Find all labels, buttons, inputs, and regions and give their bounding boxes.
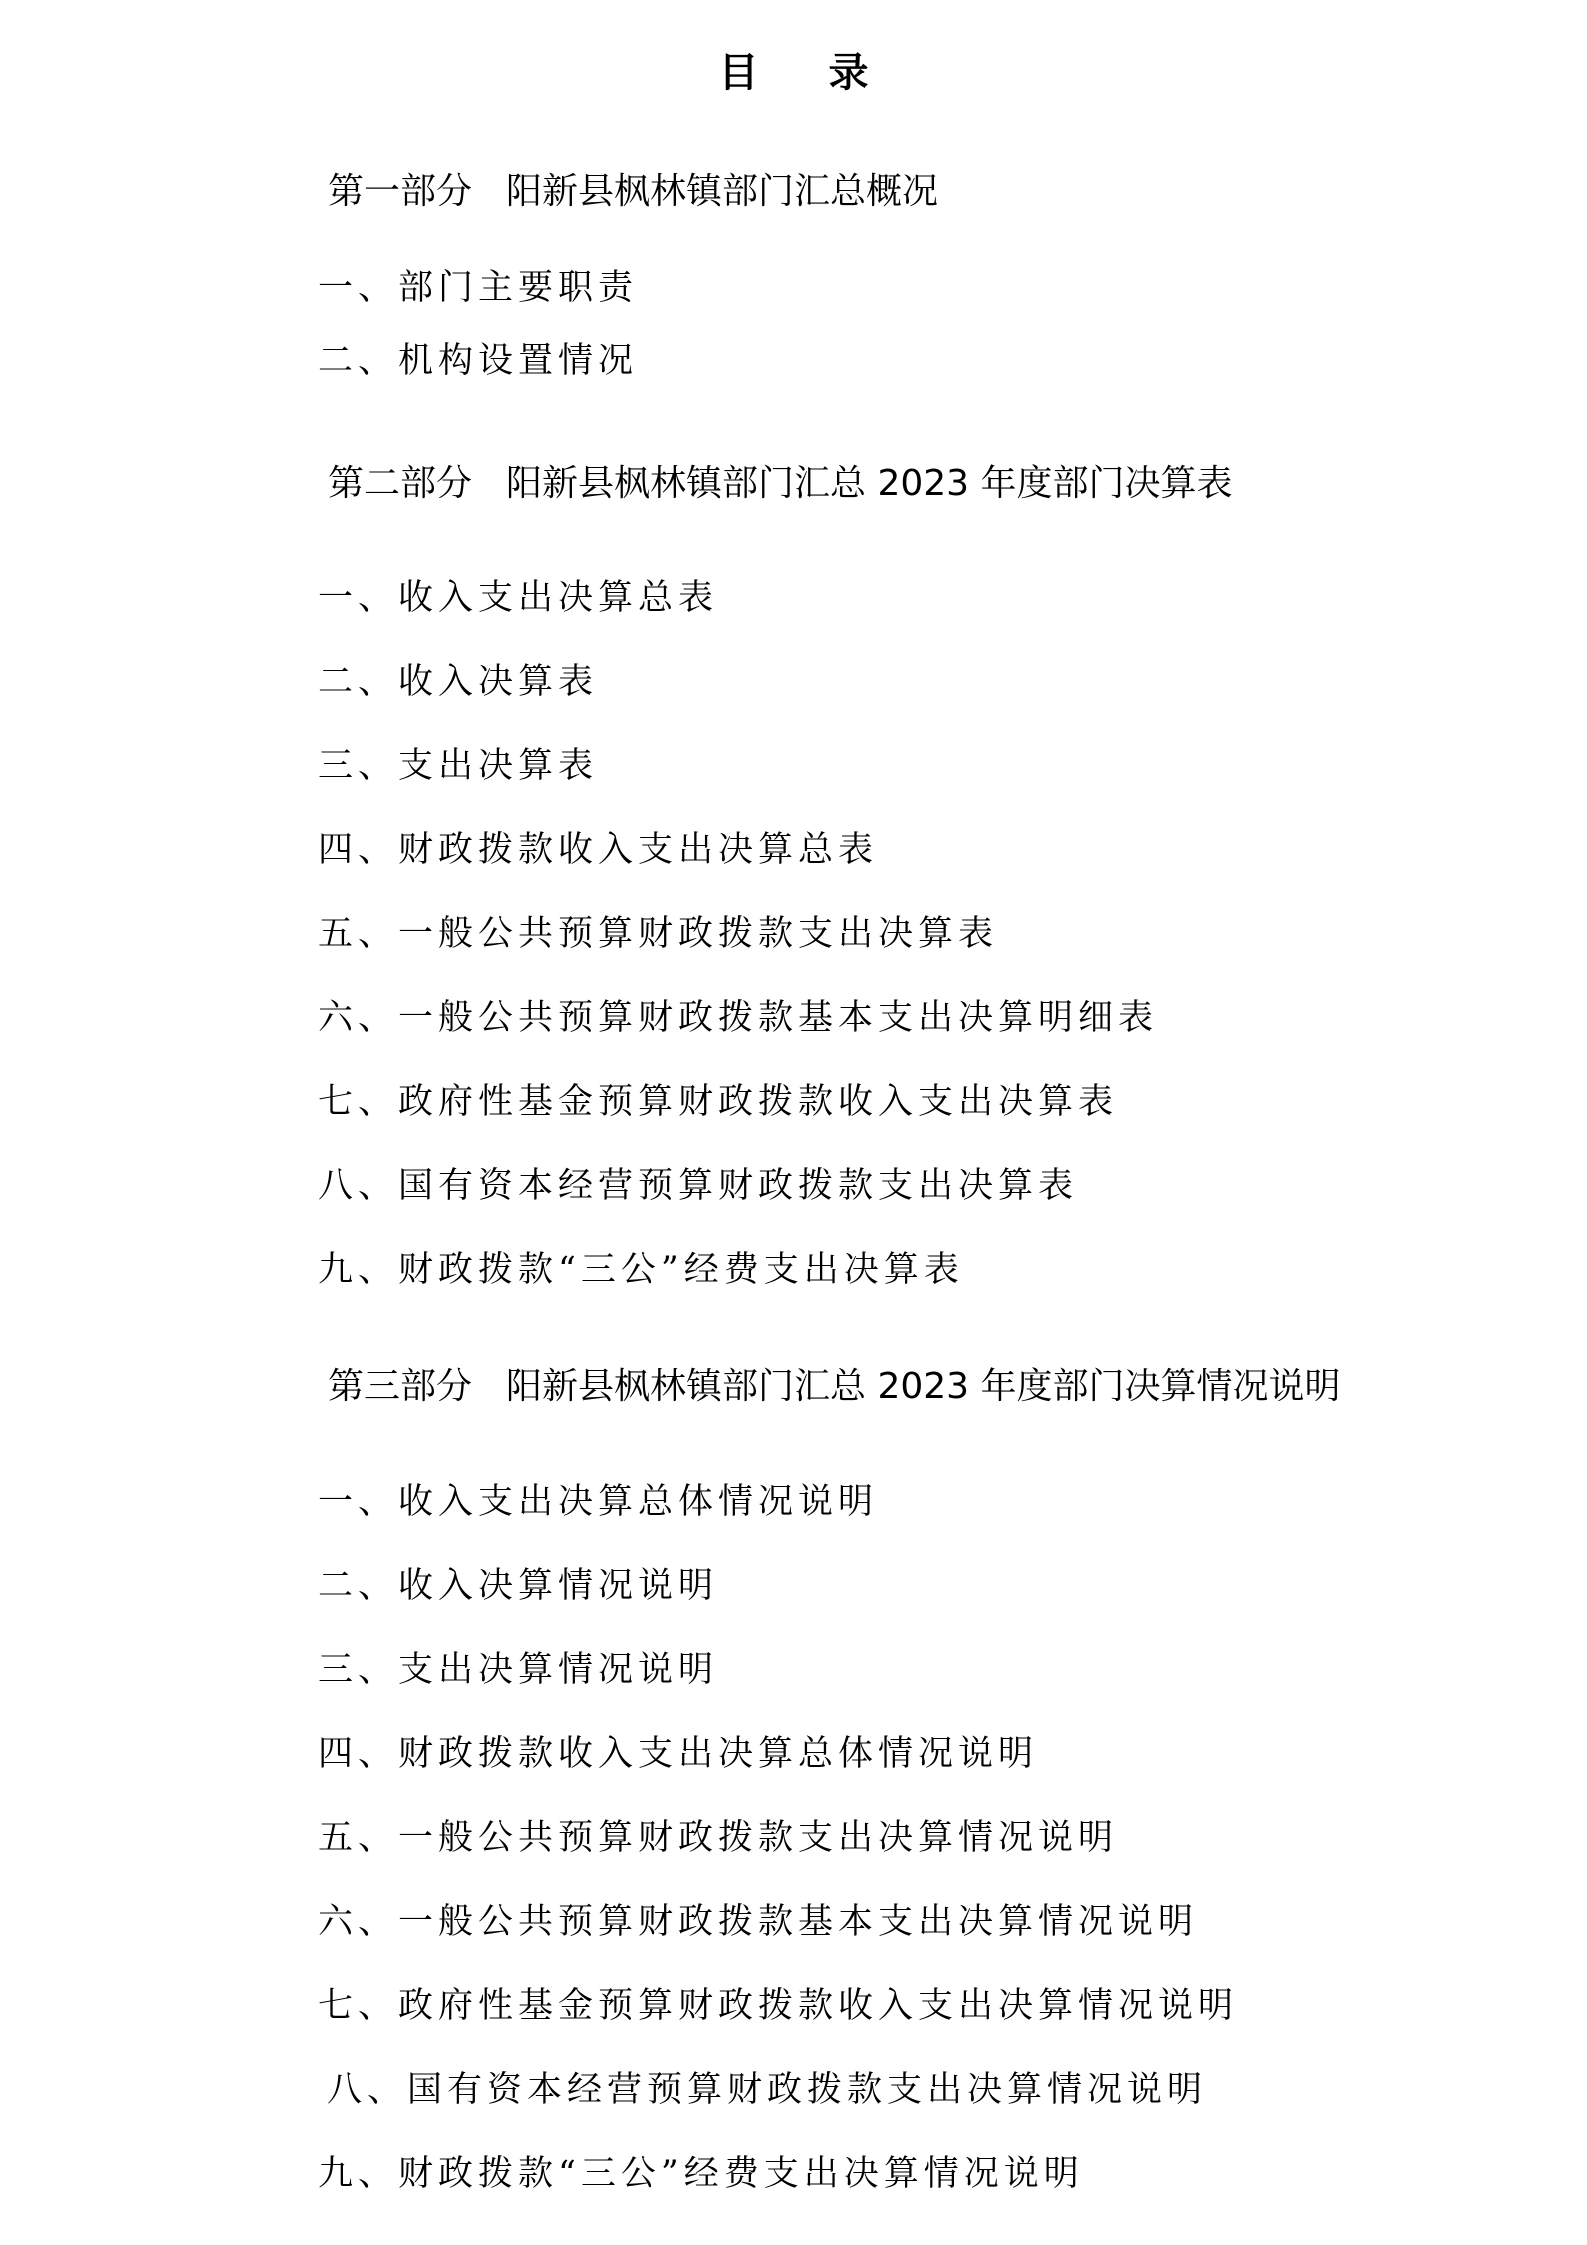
page-title [0, 48, 1587, 98]
part1-label: 第一部分 [328, 171, 473, 212]
part2-item-9: 九、财政拨款“三公”经费支出决算表 [318, 1250, 964, 1290]
part1-heading [328, 168, 938, 216]
part1-item-2: 二、机构设置情况 [318, 341, 639, 381]
part3-item-9: 九、财政拨款“三公”经费支出决算情况说明 [318, 2154, 1084, 2194]
part3-item-1: 一、收入支出决算总体情况说明 [318, 1482, 879, 1522]
part3-item-8: 八、国有资本经营预算财政拨款支出决算情况说明 [327, 2070, 1208, 2110]
part2-item-4: 四、财政拨款收入支出决算总表 [318, 830, 879, 870]
part2-item-7: 七、政府性基金预算财政拨款收入支出决算表 [318, 1082, 1119, 1122]
part3-item-7: 七、政府性基金预算财政拨款收入支出决算情况说明 [318, 1986, 1239, 2026]
part2-item-1: 一、收入支出决算总表 [318, 578, 719, 618]
part3-label: 第三部分 [328, 1366, 473, 1407]
part3-item-5: 五、一般公共预算财政拨款支出决算情况说明 [318, 1818, 1119, 1858]
title-char-1: 目 [718, 50, 759, 96]
part1-item-1: 一、部门主要职责 [318, 268, 639, 308]
part3-item-4: 四、财政拨款收入支出决算总体情况说明 [318, 1734, 1039, 1774]
part2-label: 第二部分 [328, 463, 473, 504]
title-char-2: 录 [828, 50, 869, 96]
part3-heading [328, 1363, 1341, 1411]
part3-heading-text: 阳新县枫林镇部门汇总 2023 年度部门决算情况说明 [506, 1366, 1341, 1407]
part2-heading [328, 460, 1233, 508]
part2-heading-text: 阳新县枫林镇部门汇总 2023 年度部门决算表 [506, 463, 1233, 504]
part3-item-3: 三、支出决算情况说明 [318, 1650, 719, 1690]
part2-item-3: 三、支出决算表 [318, 746, 599, 786]
part3-item-2: 二、收入决算情况说明 [318, 1566, 719, 1606]
part2-item-5: 五、一般公共预算财政拨款支出决算表 [318, 914, 999, 954]
part1-heading-text: 阳新县枫林镇部门汇总概况 [506, 171, 939, 212]
part2-item-2: 二、收入决算表 [318, 662, 599, 702]
part3-item-6: 六、一般公共预算财政拨款基本支出决算情况说明 [318, 1902, 1199, 1942]
part2-item-8: 八、国有资本经营预算财政拨款支出决算表 [318, 1166, 1079, 1206]
part2-item-6: 六、一般公共预算财政拨款基本支出决算明细表 [318, 998, 1159, 1038]
